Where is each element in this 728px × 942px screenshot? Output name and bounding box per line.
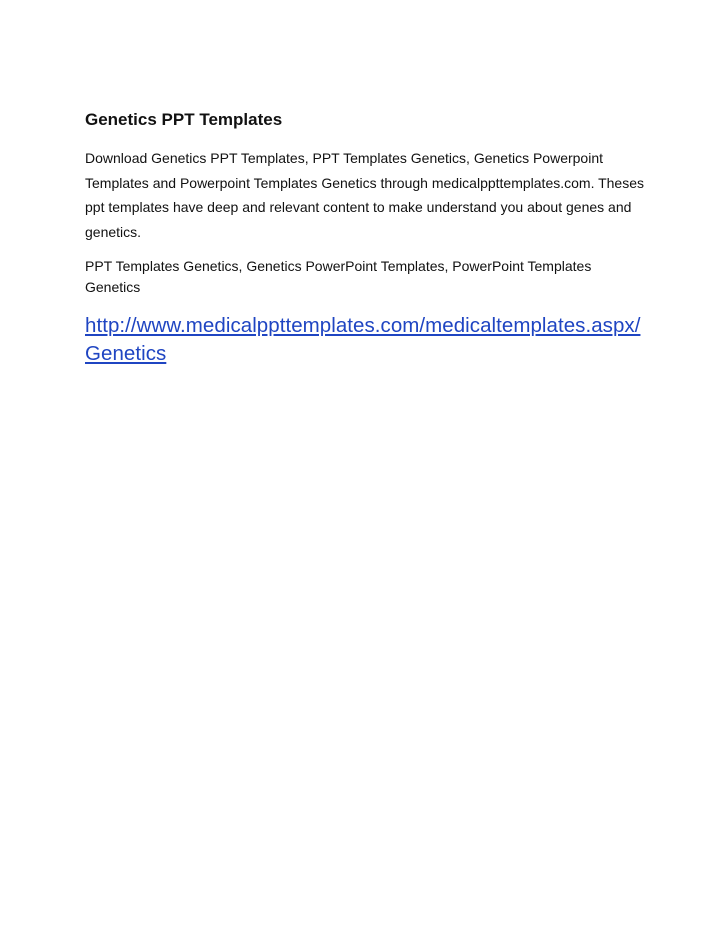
- document-title: Genetics PPT Templates: [85, 110, 283, 129]
- genetics-templates-link[interactable]: http://www.medicalppttemplates.com/medicaltemplates.aspx/Genetics: [85, 314, 641, 365]
- keywords-paragraph: PPT Templates Genetics, Genetics PowerPoint Templates, PowerPoint Templates Genetics: [85, 258, 592, 295]
- intro-paragraph: Download Genetics PPT Templates, PPT Templates Genetics, Genetics Powerpoint Templates and Powerpoint Templates Genetics through medicalppttemplates.com. Theses ppt templates have deep and relevant content to make understand you about genes and genetics.: [85, 150, 645, 240]
